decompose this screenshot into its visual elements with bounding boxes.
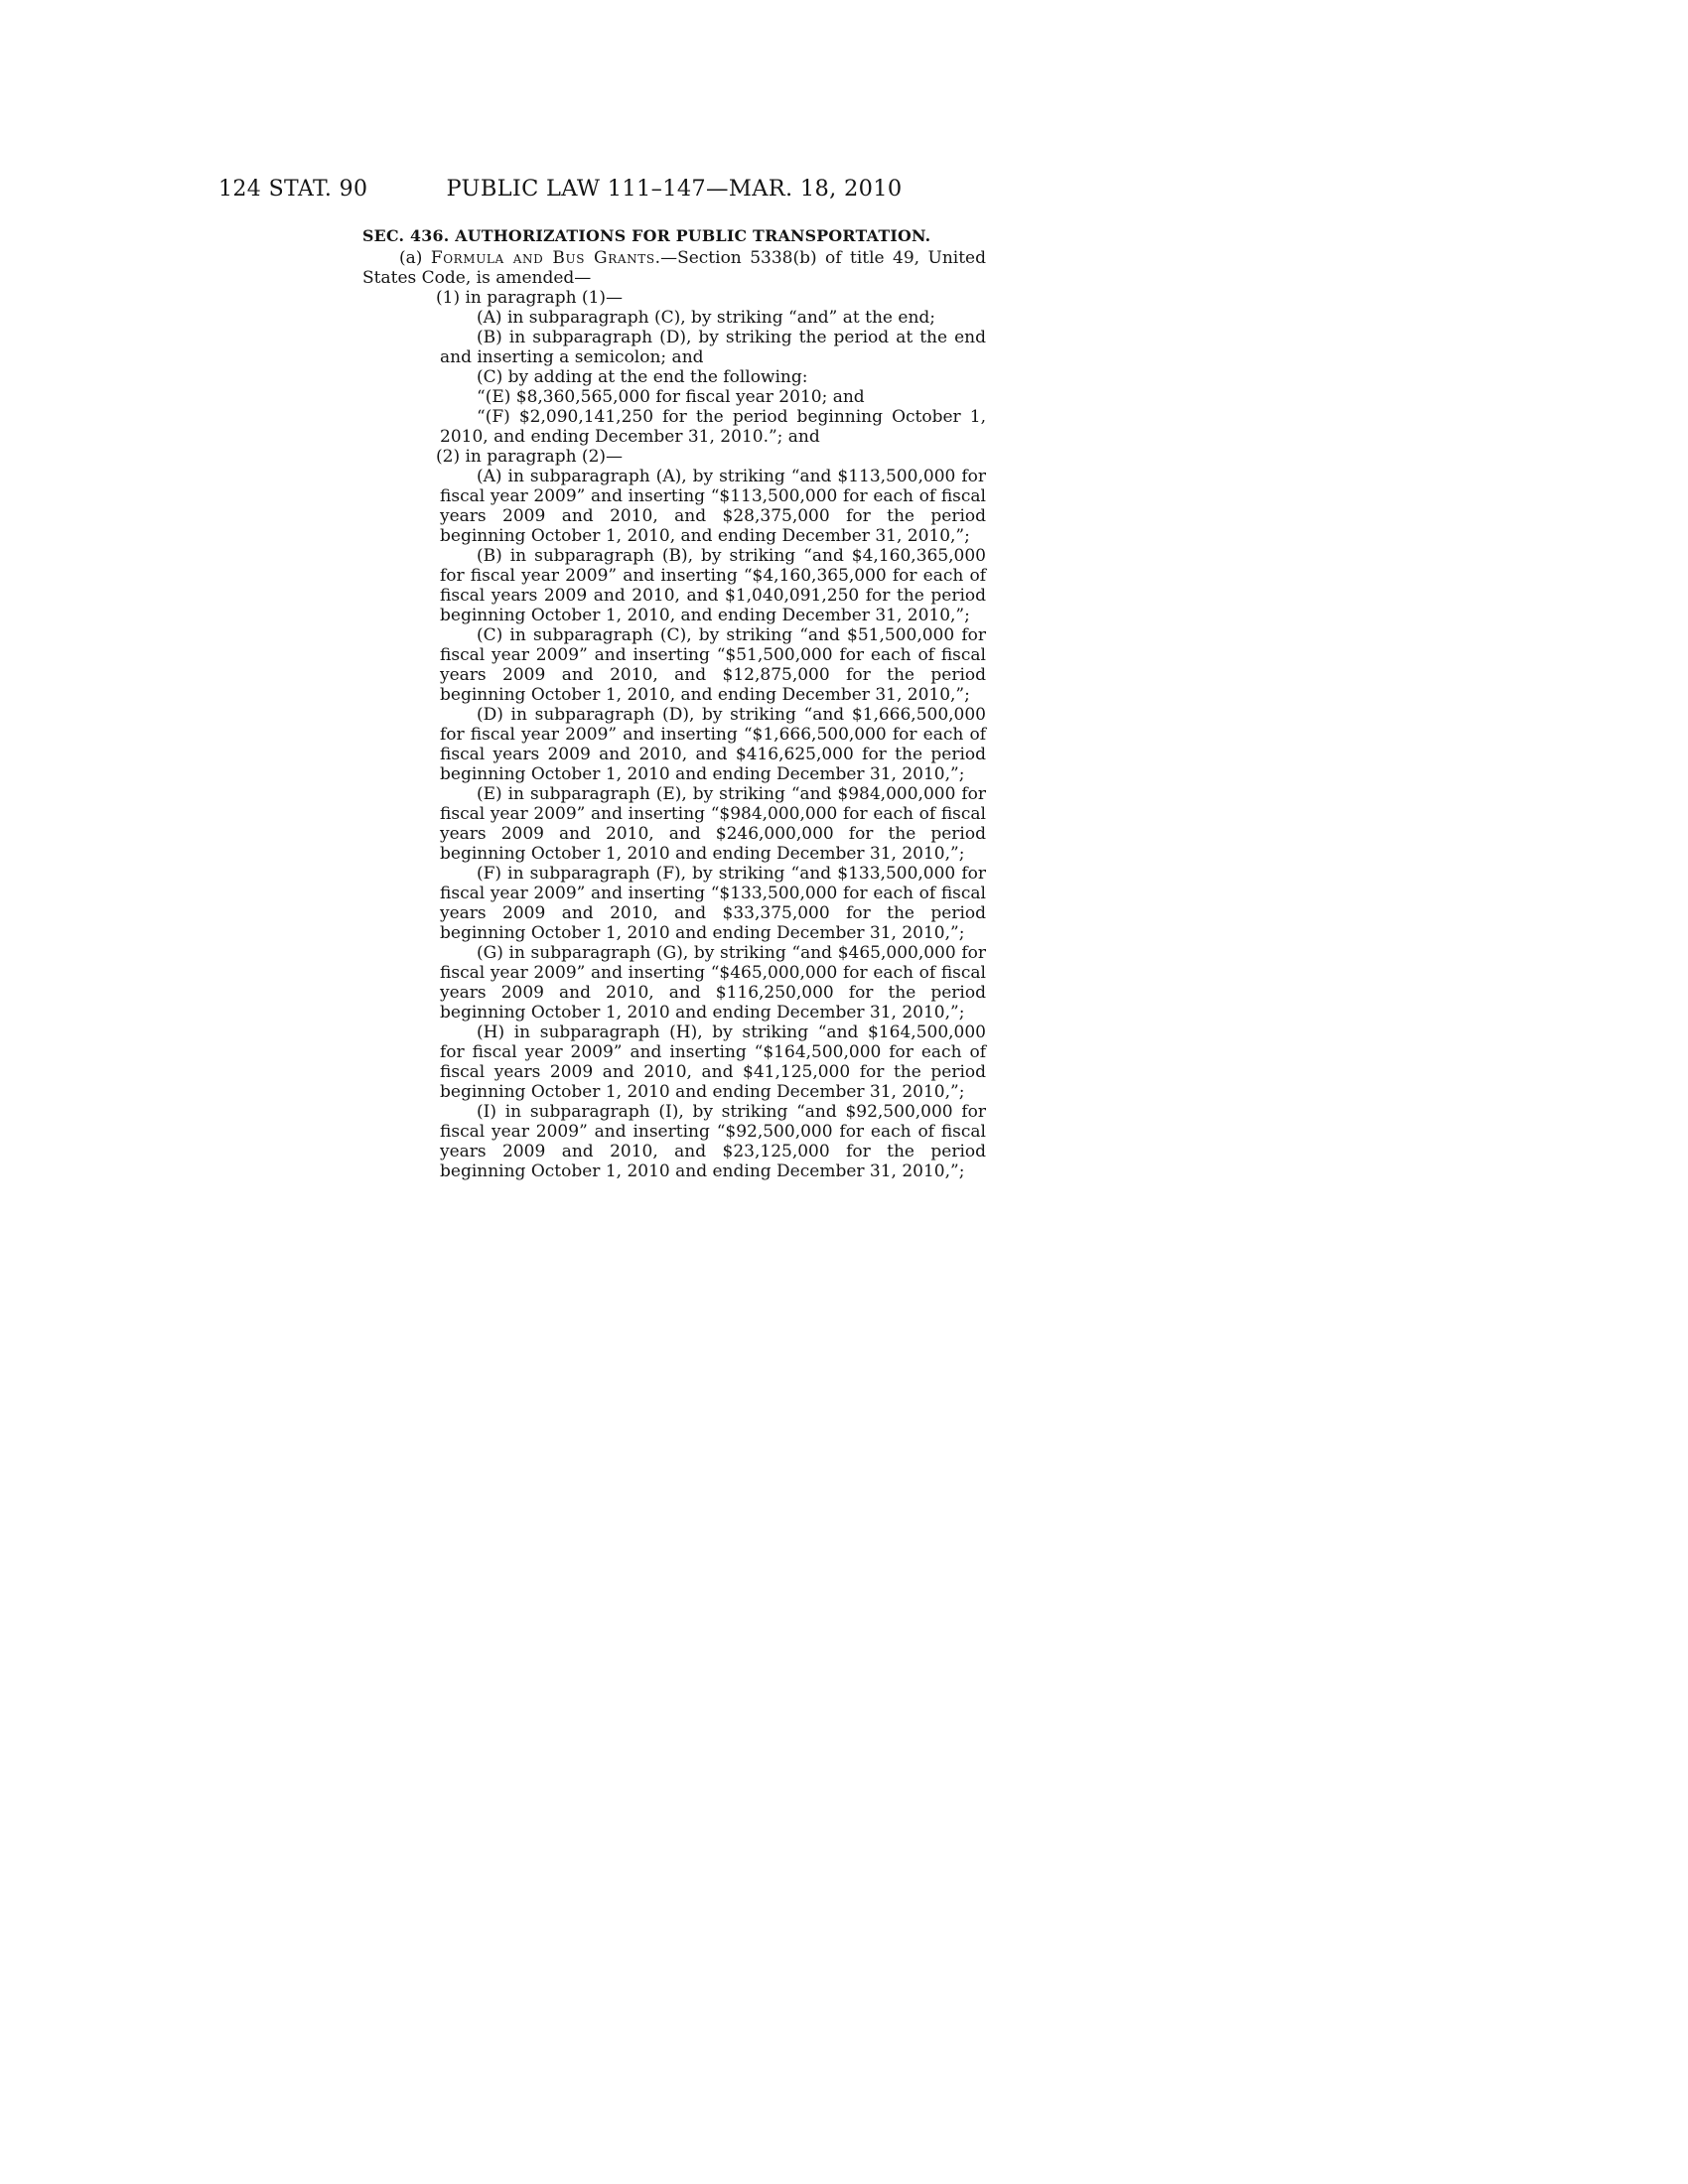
text-run: (a) bbox=[399, 248, 431, 268]
text-run: (B) in subparagraph (D), by striking the period at the end and inserting a semicolon; and bbox=[440, 328, 986, 367]
text-run: (F) in subparagraph (F), by striking “and $133,500,000 for fiscal year 2009” and inserting “$133,500,000 for each of fiscal years 2009 and 2010, and $33,375,000 for the period beginning October 1, 2010 and ending December 31, 2010,”; bbox=[440, 864, 986, 943]
paragraph-sec-436-heading bbox=[362, 226, 986, 246]
text-run: .—Section 5338(b) of title 49, United States Code, is amended— bbox=[362, 248, 986, 288]
stat-page-number: 124 STAT. 90 bbox=[218, 177, 368, 202]
document-body bbox=[362, 226, 986, 1181]
paragraph-para-1-A bbox=[440, 308, 986, 328]
paragraph-para-1-B bbox=[440, 328, 986, 367]
text-run: (A) in subparagraph (C), by striking “and” at the end; bbox=[477, 308, 935, 328]
law-header: PUBLIC LAW 111–147—MAR. 18, 2010 bbox=[446, 176, 903, 202]
text-run: (I) in subparagraph (I), by striking “and $92,500,000 for fiscal year 2009” and inserting “$92,500,000 for each of fiscal years 2009 and 2010, and $23,125,000 for the period beginning October 1, 2010 and ending December 31, 2010,”; bbox=[440, 1102, 986, 1181]
text-run: “(F) $2,090,141,250 for the period beginning October 1, 2010, and ending December 31, 2010.”; and bbox=[440, 407, 986, 447]
paragraph-para-2-G bbox=[440, 943, 986, 1023]
text-run: (2) in paragraph (2)— bbox=[436, 447, 624, 467]
paragraph-para-2 bbox=[399, 447, 986, 467]
paragraph-para-2-A bbox=[440, 467, 986, 546]
text-run: (E) in subparagraph (E), by striking “and $984,000,000 for fiscal year 2009” and inserting “$984,000,000 for each of fiscal years 2009 and 2010, and $246,000,000 for the period beginning October 1, 2010 and ending December 31, 2010,”; bbox=[440, 784, 986, 864]
text-run: (B) in subparagraph (B), by striking “and $4,160,365,000 for fiscal year 2009” and inserting “$4,160,365,000 for each of fiscal years 2009 and 2010, and $1,040,091,250 for the period beginning October 1, 2010, and ending December 31, 2010,”; bbox=[440, 546, 986, 625]
paragraph-para-2-E bbox=[440, 784, 986, 864]
paragraph-para-2-C bbox=[440, 625, 986, 705]
paragraph-para-2-H bbox=[440, 1023, 986, 1102]
text-run: “(E) $8,360,565,000 for fiscal year 2010; and bbox=[477, 387, 865, 407]
paragraph-para-2-I bbox=[440, 1102, 986, 1181]
text-run: (C) in subparagraph (C), by striking “and $51,500,000 for fiscal year 2009” and inserting “$51,500,000 for each of fiscal years 2009 and 2010, and $12,875,000 for the period beginning October 1, 2010, and ending December 31, 2010,”; bbox=[440, 625, 986, 705]
paragraph-para-1-C bbox=[440, 367, 986, 387]
text-run: (G) in subparagraph (G), by striking “and $465,000,000 for fiscal year 2009” and inserting “$465,000,000 for each of fiscal years 2009 and 2010, and $116,250,000 for the period beginning October 1, 2010 and ending December 31, 2010,”; bbox=[440, 943, 986, 1023]
paragraph-para-1 bbox=[399, 288, 986, 308]
text-run: (H) in subparagraph (H), by striking “and $164,500,000 for fiscal year 2009” and inserting “$164,500,000 for each of fiscal years 2009 and 2010, and $41,125,000 for the period beginning October 1, 2010 and ending December 31, 2010,”; bbox=[440, 1023, 986, 1102]
text-run: (1) in paragraph (1)— bbox=[436, 288, 624, 308]
text-run: (C) by adding at the end the following: bbox=[477, 367, 808, 387]
paragraph-para-2-D bbox=[440, 705, 986, 784]
paragraph-para-2-B bbox=[440, 546, 986, 625]
text-run: SEC. 436. AUTHORIZATIONS FOR PUBLIC TRANSPORTATION. bbox=[362, 226, 931, 245]
paragraph-subsec-a bbox=[362, 248, 986, 288]
text-run: Formula and Bus Grants bbox=[430, 248, 655, 268]
page-header bbox=[0, 177, 1688, 206]
paragraph-quoted-E bbox=[440, 387, 986, 407]
text-run: (A) in subparagraph (A), by striking “and $113,500,000 for fiscal year 2009” and inserting “$113,500,000 for each of fiscal years 2009 and 2010, and $28,375,000 for the period beginning October 1, 2010, and ending December 31, 2010,”; bbox=[440, 467, 986, 546]
paragraph-para-2-F bbox=[440, 864, 986, 943]
text-run: (D) in subparagraph (D), by striking “and $1,666,500,000 for fiscal year 2009” and inserting “$1,666,500,000 for each of fiscal years 2009 and 2010, and $416,625,000 for the period beginning October 1, 2010 and ending December 31, 2010,”; bbox=[440, 705, 986, 784]
paragraph-quoted-F bbox=[440, 407, 986, 447]
